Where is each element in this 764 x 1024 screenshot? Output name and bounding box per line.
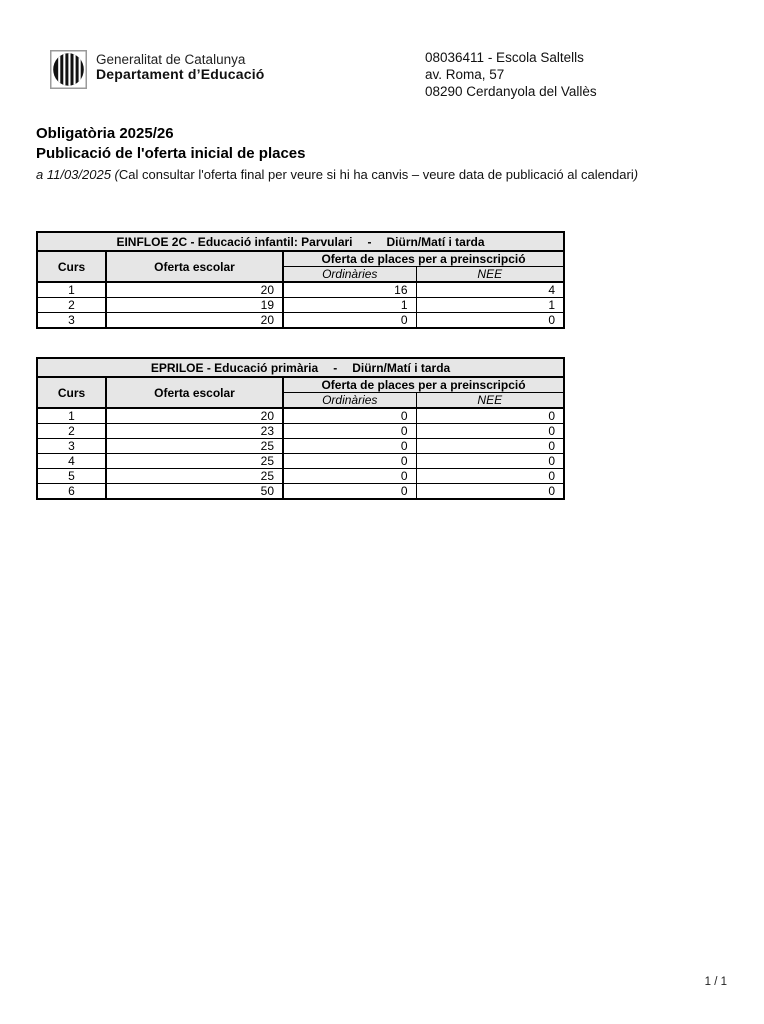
column-header-oferta-escolar: Oferta escolar <box>106 251 283 282</box>
brand-header <box>50 50 265 89</box>
table-title-separator: - <box>367 234 372 249</box>
cell-curs: 5 <box>37 469 106 484</box>
cell-oferta-escolar: 23 <box>106 424 283 439</box>
cell-nee: 0 <box>416 469 564 484</box>
cell-curs: 3 <box>37 313 106 329</box>
cell-oferta-escolar: 25 <box>106 439 283 454</box>
column-header-oferta-escolar: Oferta escolar <box>106 377 283 408</box>
table-row <box>37 313 564 329</box>
cell-curs: 3 <box>37 439 106 454</box>
document-title-line2: Publicació de l'oferta inicial de places <box>36 145 306 162</box>
cell-ordinaries: 0 <box>283 313 416 329</box>
table-row <box>37 454 564 469</box>
cell-nee: 4 <box>416 282 564 298</box>
cell-oferta-escolar: 20 <box>106 282 283 298</box>
column-header-ordinaries: Ordinàries <box>283 393 416 409</box>
table-title <box>37 358 564 377</box>
table-row <box>37 469 564 484</box>
publication-note-close: ) <box>633 167 639 182</box>
cell-ordinaries: 0 <box>283 454 416 469</box>
cell-nee: 0 <box>416 408 564 424</box>
cell-curs: 4 <box>37 454 106 469</box>
cell-ordinaries: 0 <box>283 439 416 454</box>
cell-ordinaries: 1 <box>283 298 416 313</box>
cell-curs: 1 <box>37 408 106 424</box>
cell-nee: 0 <box>416 424 564 439</box>
table-row <box>37 298 564 313</box>
table-title-schedule: Diürn/Matí i tarda <box>386 234 485 249</box>
cell-ordinaries: 0 <box>283 424 416 439</box>
table-educacio-primaria <box>36 357 565 500</box>
cell-oferta-escolar: 50 <box>106 484 283 500</box>
cell-nee: 0 <box>416 439 564 454</box>
table-title-separator: - <box>333 360 338 375</box>
school-street: av. Roma, 57 <box>425 67 505 82</box>
cell-oferta-escolar: 25 <box>106 454 283 469</box>
table-title <box>37 232 564 251</box>
org-name-block <box>96 50 265 82</box>
table-title-schedule: Diürn/Matí i tarda <box>352 360 451 375</box>
org-name-line1: Generalitat de Catalunya <box>96 52 246 67</box>
cell-oferta-escolar: 25 <box>106 469 283 484</box>
table-row <box>37 424 564 439</box>
school-city: 08290 Cerdanyola del Vallès <box>425 84 597 99</box>
table-row <box>37 439 564 454</box>
table-row <box>37 408 564 424</box>
column-header-group-preinscripcio: Oferta de places per a preinscripció <box>283 251 564 267</box>
org-name-line2: Departament d’Educació <box>96 66 265 82</box>
cell-curs: 2 <box>37 298 106 313</box>
generalitat-senyera-logo-icon <box>50 50 87 89</box>
cell-nee: 0 <box>416 313 564 329</box>
cell-nee: 0 <box>416 484 564 500</box>
publication-note-body: Cal consultar l'oferta final per veure si hi ha canvis – veure data de publicació al calendari <box>118 167 634 182</box>
cell-curs: 6 <box>37 484 106 500</box>
cell-curs: 2 <box>37 424 106 439</box>
cell-oferta-escolar: 19 <box>106 298 283 313</box>
document-title-block <box>36 124 638 184</box>
school-code-name: 08036411 - Escola Saltells <box>425 50 584 65</box>
table-educacio-infantil <box>36 231 565 329</box>
cell-ordinaries: 0 <box>283 408 416 424</box>
column-header-nee: NEE <box>416 393 564 409</box>
cell-oferta-escolar: 20 <box>106 313 283 329</box>
cell-ordinaries: 16 <box>283 282 416 298</box>
cell-nee: 1 <box>416 298 564 313</box>
column-header-curs: Curs <box>37 377 106 408</box>
column-header-group-preinscripcio: Oferta de places per a preinscripció <box>283 377 564 393</box>
publication-note-date: a 11/03/2025 ( <box>36 167 119 182</box>
document-title-line1: Obligatòria 2025/26 <box>36 125 174 142</box>
column-header-ordinaries: Ordinàries <box>283 267 416 283</box>
table-spacer <box>36 329 565 357</box>
column-header-nee: NEE <box>416 267 564 283</box>
cell-curs: 1 <box>37 282 106 298</box>
column-header-curs: Curs <box>37 251 106 282</box>
publication-note <box>36 166 638 184</box>
table-title-name: EINFLOE 2C - Educació infantil: Parvulari <box>116 234 353 249</box>
table-title-name: EPRILOE - Educació primària <box>150 360 319 375</box>
table-row <box>37 282 564 298</box>
offer-tables <box>36 231 565 500</box>
cell-ordinaries: 0 <box>283 484 416 500</box>
page-number-indicator: 1 / 1 <box>704 976 727 988</box>
cell-ordinaries: 0 <box>283 469 416 484</box>
school-address-block <box>425 49 597 100</box>
table-row <box>37 484 564 500</box>
cell-oferta-escolar: 20 <box>106 408 283 424</box>
cell-nee: 0 <box>416 454 564 469</box>
